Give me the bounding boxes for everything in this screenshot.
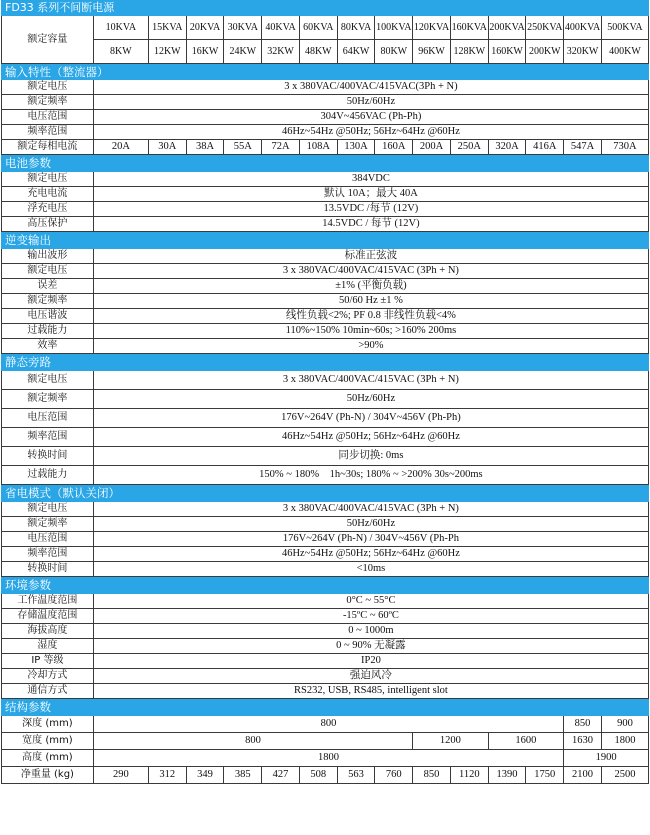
current-cell: 547A	[564, 140, 602, 155]
current-cell: 320A	[488, 140, 526, 155]
current-cell: 730A	[601, 140, 648, 155]
kw-cell: 96KW	[413, 40, 451, 64]
title-row	[2, 1, 649, 16]
kva-cell: 400KVA	[564, 16, 602, 40]
inverter-row: 效率 >90%	[2, 339, 649, 354]
eco-row: 电压范围 176V~264V (Ph-N) / 304V~456V (Ph-Ph	[2, 532, 649, 547]
kva-cell: 40KVA	[262, 16, 300, 40]
eco-row: 频率范围 46Hz~54Hz @50Hz; 56Hz~64Hz @60Hz	[2, 547, 649, 562]
kw-cell: 32KW	[262, 40, 300, 64]
kva-cell: 80KVA	[337, 16, 375, 40]
current-cell: 160A	[375, 140, 413, 155]
spec-table	[1, 0, 649, 784]
bypass-row: 电压范围 176V~264V (Ph-N) / 304V~456V (Ph-Ph)	[2, 409, 649, 428]
input-section-header: 输入特性（整流器）	[2, 64, 649, 80]
weight-cell: 2500	[601, 767, 648, 784]
environment-section-header: 环境参数	[2, 577, 649, 594]
environment-row: 工作温度范围 0°C ~ 55°C	[2, 594, 649, 609]
inverter-row: 过载能力 110%~150% 10min~60s; >160% 200ms	[2, 324, 649, 339]
current-cell: 130A	[337, 140, 375, 155]
current-cell: 416A	[526, 140, 564, 155]
eco-row: 额定频率 50Hz/60Hz	[2, 517, 649, 532]
weight-cell: 1390	[488, 767, 526, 784]
kva-cell: 20KVA	[186, 16, 224, 40]
input-current-row: 额定每相电流 20A 30A 38A 55A 72A 108A 130A 160A 200A 250A 320A 416A 547A 730A	[2, 140, 649, 155]
bypass-section-header: 静态旁路	[2, 354, 649, 371]
battery-section-header: 电池参数	[2, 155, 649, 172]
kw-cell: 80KW	[375, 40, 413, 64]
weight-cell: 508	[299, 767, 337, 784]
environment-row: 冷却方式 强迫风冷	[2, 669, 649, 684]
weight-cell: 427	[262, 767, 300, 784]
environment-row: 存储温度范围 -15ºC ~ 60ºC	[2, 609, 649, 624]
current-cell: 20A	[93, 140, 148, 155]
current-cell: 55A	[224, 140, 262, 155]
capacity-kw-row	[2, 40, 649, 64]
inverter-row: 误差 ±1% (平衡负载)	[2, 279, 649, 294]
input-row: 额定频率 50Hz/60Hz	[2, 95, 649, 110]
input-row: 额定电压 3 x 380VAC/400VAC/415VAC(3Ph + N)	[2, 80, 649, 95]
bypass-row: 过载能力 150% ~ 180% 1h~30s; 180% ~ >200% 30s~200ms	[2, 466, 649, 485]
environment-row: 海拔高度 0 ~ 1000m	[2, 624, 649, 639]
kva-cell: 60KVA	[299, 16, 337, 40]
depth-row: 深度 (mm) 800 850 900	[2, 716, 649, 733]
weight-cell: 760	[375, 767, 413, 784]
current-cell: 72A	[262, 140, 300, 155]
kw-cell: 320KW	[564, 40, 602, 64]
battery-row: 充电电流 默认 10A；最大 40A	[2, 187, 649, 202]
input-row: 电压范围 304V~456VAC (Ph-Ph)	[2, 110, 649, 125]
weight-cell: 2100	[564, 767, 602, 784]
current-cell: 108A	[299, 140, 337, 155]
bypass-row: 转换时间 同步切换: 0ms	[2, 447, 649, 466]
weight-row: 净重量 (kg) 290 312 349 385 427 508 563 760 850 1120 1390 1750 2100 2500	[2, 767, 649, 784]
environment-row: IP 等级 IP20	[2, 654, 649, 669]
kva-cell: 200KVA	[488, 16, 526, 40]
weight-cell: 563	[337, 767, 375, 784]
bypass-row: 额定频率 50Hz/60Hz	[2, 390, 649, 409]
kw-cell: 12KW	[148, 40, 186, 64]
kw-cell: 16KW	[186, 40, 224, 64]
kva-cell: 250KVA	[526, 16, 564, 40]
weight-cell: 312	[148, 767, 186, 784]
weight-cell: 290	[93, 767, 148, 784]
height-row: 高度 (mm) 1800 1900	[2, 750, 649, 767]
capacity-label: 额定容量	[2, 16, 94, 64]
inverter-row: 额定电压 3 x 380VAC/400VAC/415VAC (3Ph + N)	[2, 264, 649, 279]
kva-cell: 10KVA	[93, 16, 148, 40]
kva-cell: 500KVA	[601, 16, 648, 40]
kw-cell: 64KW	[337, 40, 375, 64]
eco-row: 转换时间 <10ms	[2, 562, 649, 577]
kw-cell: 8KW	[93, 40, 148, 64]
kw-cell: 400KW	[601, 40, 648, 64]
inverter-section-header: 逆变输出	[2, 232, 649, 249]
weight-cell: 850	[413, 767, 451, 784]
structure-section-header: 结构参数	[2, 699, 649, 716]
inverter-row: 额定频率 50/60 Hz ±1 %	[2, 294, 649, 309]
environment-row: 湿度 0 ~ 90% 无凝露	[2, 639, 649, 654]
kw-cell: 160KW	[488, 40, 526, 64]
bypass-row: 频率范围 46Hz~54Hz @50Hz; 56Hz~64Hz @60Hz	[2, 428, 649, 447]
capacity-kva-row	[2, 16, 649, 40]
weight-cell: 349	[186, 767, 224, 784]
kw-cell: 128KW	[450, 40, 488, 64]
kva-cell: 160KVA	[450, 16, 488, 40]
current-cell: 30A	[148, 140, 186, 155]
kw-cell: 48KW	[299, 40, 337, 64]
kva-cell: 15KVA	[148, 16, 186, 40]
current-cell: 200A	[413, 140, 451, 155]
eco-row: 额定电压 3 x 380VAC/400VAC/415VAC (3Ph + N)	[2, 502, 649, 517]
current-cell: 38A	[186, 140, 224, 155]
current-cell: 250A	[450, 140, 488, 155]
eco-section-header: 省电模式（默认关闭）	[2, 485, 649, 502]
inverter-row: 电压谐波 线性负载<2%; PF 0.8 非线性负载<4%	[2, 309, 649, 324]
weight-cell: 1750	[526, 767, 564, 784]
weight-cell: 1120	[450, 767, 488, 784]
kva-cell: 120KVA	[413, 16, 451, 40]
input-row: 频率范围 46Hz~54Hz @50Hz; 56Hz~64Hz @60Hz	[2, 125, 649, 140]
weight-cell: 385	[224, 767, 262, 784]
page-title: FD33 系列不间断电源	[2, 1, 649, 16]
kw-cell: 200KW	[526, 40, 564, 64]
battery-row: 额定电压 384VDC	[2, 172, 649, 187]
inverter-row: 输出波形 标准正弦波	[2, 249, 649, 264]
width-row: 宽度 (mm) 800 1200 1600 1630 1800	[2, 733, 649, 750]
battery-row: 浮充电压 13.5VDC /每节 (12V)	[2, 202, 649, 217]
kva-cell: 100KVA	[375, 16, 413, 40]
bypass-row: 额定电压 3 x 380VAC/400VAC/415VAC (3Ph + N)	[2, 371, 649, 390]
environment-row: 通信方式 RS232, USB, RS485, intelligent slot	[2, 684, 649, 699]
kw-cell: 24KW	[224, 40, 262, 64]
battery-row: 高压保护 14.5VDC / 每节 (12V)	[2, 217, 649, 232]
kva-cell: 30KVA	[224, 16, 262, 40]
